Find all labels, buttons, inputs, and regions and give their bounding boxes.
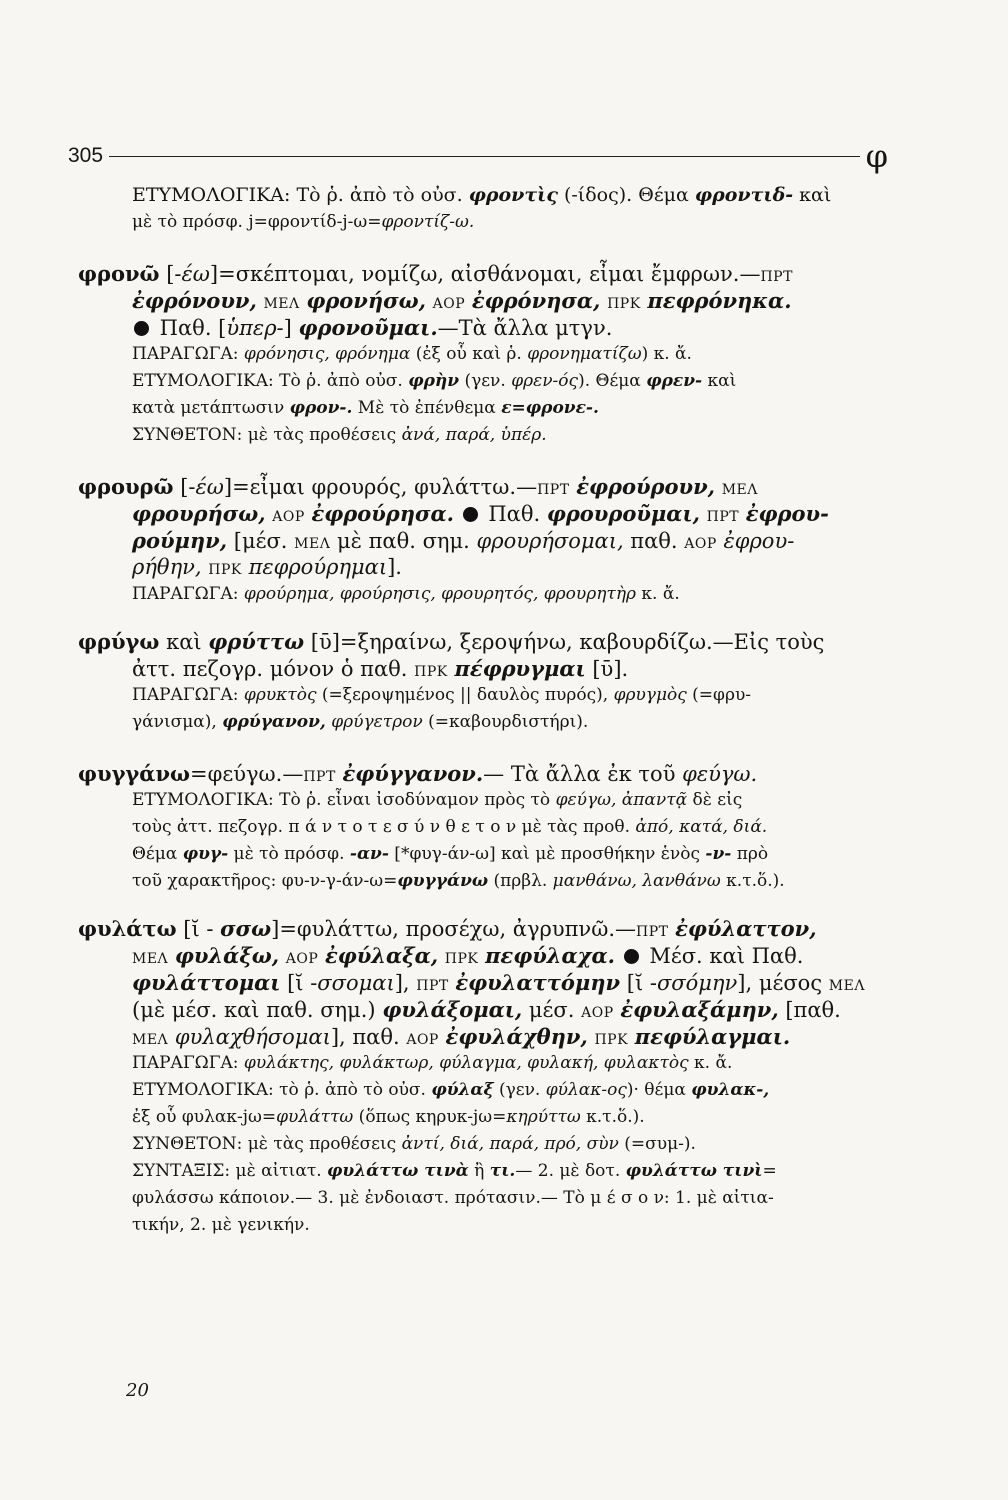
entry-text: πεφρόνηκα. [647, 288, 792, 313]
entry-line [78, 314, 878, 341]
entry-text: φυλάξω, [174, 943, 280, 968]
entry-text: (-ίδος). Θέμα [557, 184, 695, 206]
entry-text: (ὅπως κηρυκ-jω= [353, 1107, 507, 1127]
grammar-abbrev: ΠΡΤ [760, 269, 793, 285]
entry-text: Μὲ τὸ ἐπένθεμα [352, 398, 502, 418]
entry-line [78, 868, 878, 895]
entry-text: ἢ [468, 1161, 490, 1181]
grammar-abbrev: ΠΡΤ [303, 769, 336, 785]
entry-text: ἐφρούρησα. [311, 501, 454, 526]
entry-text: φροντιδ- [694, 184, 794, 206]
entry-line [78, 368, 878, 395]
entry-text: [μέσ. [227, 529, 295, 553]
entry-text: (=καβουρδιστήρι). [422, 712, 589, 732]
entry-text: ἀντί, διά, παρά, πρό, σὺν [401, 1134, 619, 1154]
entry-spacer [78, 736, 878, 760]
entry-spacer [78, 608, 878, 628]
entry-text: Παθ. [ [153, 316, 227, 340]
entry-text: ΕΤΥΜΟΛΟΓΙΚΑ: τὸ ῥ. ἀπὸ τὸ οὐσ. [132, 1080, 432, 1100]
entry-text: πεφύλαχα. [485, 943, 615, 968]
entry-text: Θέμα [132, 844, 183, 864]
grammar-abbrev: ΠΡΚ [607, 296, 641, 312]
entry-text: (γεν. [459, 371, 512, 391]
entry-frouro [78, 473, 878, 608]
entry-text: μὲ παθ. σημ. [330, 529, 477, 553]
entry-text: =φεύγω.— [190, 762, 304, 786]
entry-spacer [78, 236, 878, 260]
entry-line [78, 628, 878, 655]
entry-text: τι. [489, 1161, 516, 1181]
entry-text: ΠΑΡΑΓΩΓΑ: [132, 344, 244, 364]
entry-text [279, 944, 286, 968]
entry-line [78, 1158, 878, 1185]
entry-text: ]. [387, 555, 402, 579]
entry-text: ἐξ οὗ φυλακ-jω= [132, 1107, 277, 1127]
entry-text: φύλακ-ος [545, 1080, 627, 1100]
entry-text: φρύγετρον [331, 712, 423, 732]
entry-text: καὶ [702, 371, 737, 391]
entry-line [78, 709, 878, 736]
entry-text: φρεν-ός [511, 371, 579, 391]
entry-text: [ῡ]. [585, 657, 629, 681]
entry-text: κατὰ μετάπτωσιν [132, 398, 290, 418]
entry-text: [- [173, 475, 196, 499]
entry-text: [ῡ]=ξηραίνω, ξεροψήνω, καβουρδίζω.—Εἰς τοὺς [304, 630, 825, 654]
entry-text: ἀττ. πεζογρ. μόνον ὁ παθ. [132, 657, 415, 681]
entry-text: -αν- [349, 844, 389, 864]
entry-line [78, 682, 878, 709]
entry-line [78, 1131, 878, 1158]
entry-text: φρουρήσω, [132, 501, 266, 526]
entry-text: καὶ [159, 630, 209, 654]
entry-frontis-etym [78, 182, 878, 236]
entry-text: φροντὶς [468, 184, 558, 206]
entry-text: [ῐ - [280, 971, 318, 995]
entry-text [739, 502, 746, 526]
entry-text: ρήθην, [132, 555, 202, 579]
grammar-abbrev: ΠΡΚ [444, 951, 479, 967]
entry-text: ]=φυλάττω, προσέχω, ἀγρυπνῶ.— [271, 917, 636, 941]
entry-text: φυλάττω τινὰ [327, 1161, 469, 1181]
entry-text: φρουροῦμαι, [546, 501, 700, 526]
entry-text: φρύττω [208, 629, 305, 654]
entry-line [78, 787, 878, 814]
entry-line [78, 422, 878, 449]
entry-text: φυλάκτης, φυλάκτωρ, φύλαγμα, φυλακή, φυλακτὸς [243, 1053, 689, 1073]
entry-line [78, 1185, 878, 1212]
entry-text: ἐφρόνησα, [471, 288, 601, 313]
entry-line [78, 554, 878, 581]
entry-text: Παθ. [481, 502, 547, 526]
entry-text: ΣΥΝΘΕΤΟΝ: μὲ τὰς προθέσεις [132, 1134, 402, 1154]
entry-line [78, 182, 878, 209]
entry-text: ΕΤΥΜΟΛΟΓΙΚΑ: Τὸ ῥ. ἀπὸ τὸ οὐσ. [132, 184, 469, 206]
entry-line [78, 341, 878, 368]
entry-text: ρούμην, [132, 528, 228, 553]
entry-text: ], [394, 971, 417, 995]
entry-text: ] [283, 316, 299, 340]
entry-text: φρεν- [646, 371, 703, 391]
entry-text: ΣΥΝΤΑΞΙΣ: μὲ αἰτιατ. [132, 1161, 328, 1181]
grammar-abbrev: ΠΡΤ [706, 509, 740, 525]
entry-text: φρόνησις, φρόνημα [243, 344, 411, 364]
entry-line [78, 473, 878, 500]
entry-text: τοῦ χαρακτῆρος: φυ-ν-γ-άν-ω= [132, 871, 398, 891]
entry-text [465, 289, 472, 313]
entry-text: ἀπαντᾷ [621, 790, 688, 810]
entry-text: σσόμην [656, 971, 738, 995]
entry-line [78, 527, 878, 554]
entry-text [168, 1025, 175, 1049]
signature-mark: 20 [126, 1380, 149, 1401]
entry-text: τοὺς ἀττ. πεζογρ. π ά ν τ ο τ ε σ ύ ν θ ε τ ο ν μὲ τὰς προθ. [132, 817, 636, 837]
entry-text: πρὸ [731, 844, 769, 864]
entry-text: —Τὰ ἄλλα μτγν. [437, 316, 613, 340]
entry-text: φυλάττω τινὶ [625, 1161, 763, 1181]
entry-text: πέφρυγμαι [454, 656, 586, 681]
entry-text: [- [159, 262, 182, 286]
entry-fylato [78, 915, 878, 1239]
grammar-abbrev: ΜΕΛ [263, 296, 300, 312]
entry-text: φεύγω, [555, 790, 617, 810]
entry-line [78, 395, 878, 422]
entry-text: έω [195, 475, 224, 499]
entry-text: τικήν, 2. μὲ γενικήν. [132, 1215, 310, 1235]
entry-text [628, 1025, 635, 1049]
entry-text: φυλάττομαι [132, 970, 281, 995]
entry-text: (=φρυ- [686, 685, 752, 705]
grammar-abbrev: ΠΡΤ [537, 482, 570, 498]
entry-text [615, 944, 622, 968]
entry-text: [*φυγ-άν-ω] καὶ μὲ προσθήκην ἑνὸς [388, 844, 706, 864]
grammar-abbrev: ΜΕΛ [828, 978, 865, 994]
grammar-abbrev: ΜΕΛ [132, 1032, 169, 1048]
entry-text: ΕΤΥΜΟΛΟΓΙΚΑ: Τὸ ῥ. ἀπὸ οὐσ. [132, 371, 409, 391]
entry-text: ἐφυλαξάμην, [620, 997, 779, 1022]
entry-text: — Τὰ ἄλλα ἐκ τοῦ [483, 762, 683, 786]
entry-text: ἀπό, κατά, διά. [635, 817, 768, 837]
entry-text: ΠΑΡΑΓΩΓΑ: [132, 1053, 244, 1073]
entry-frono [78, 260, 878, 449]
entry-line [78, 915, 878, 942]
entry-text: ]=εἶμαι φρουρός, φυλάττω.— [223, 475, 538, 499]
entry-text: (πρβλ. [488, 871, 553, 891]
entry-text: σσω [220, 916, 272, 941]
entry-line [78, 1077, 878, 1104]
bullet-icon [463, 507, 478, 522]
grammar-abbrev: ΑΟΡ [684, 536, 717, 552]
entry-text: ἐφρόνουν, [132, 288, 257, 313]
entry-text: πεφρούρημαι [248, 555, 388, 579]
entry-text: ], παθ. [330, 1025, 407, 1049]
entry-text: φροντίζ-ω. [381, 212, 475, 232]
entry-text [318, 944, 325, 968]
entry-text: ΠΑΡΑΓΩΓΑ: [132, 685, 244, 705]
entry-text: κ. ἄ. [688, 1053, 733, 1073]
entry-text [715, 475, 722, 499]
grammar-abbrev: ΠΡΚ [414, 664, 448, 680]
entry-text [454, 502, 461, 526]
grammar-abbrev: ΜΕΛ [721, 482, 758, 498]
entry-text: φρυκτὸς [243, 685, 317, 705]
entry-text: ἐφρούρουν, [576, 474, 715, 499]
grammar-abbrev: ΑΟΡ [432, 296, 466, 312]
entry-text: [παθ. [778, 998, 841, 1022]
entry-text [168, 944, 175, 968]
entry-text [700, 502, 707, 526]
grammar-abbrev: ΑΟΡ [581, 1005, 614, 1021]
entry-text: φρονηματίζω [527, 344, 642, 364]
entry-text: (μὲ μέσ. καὶ παθ. σημ.) [132, 998, 383, 1022]
entry-text: ΠΑΡΑΓΩΓΑ: [132, 584, 244, 604]
entry-text: πεφύλαγμαι. [634, 1024, 791, 1049]
entry-text: μὲ τὸ πρόσφ. [228, 844, 350, 864]
entry-line [78, 287, 878, 314]
entry-text: ἐφρου- [745, 501, 829, 526]
entry-text: φύλαξ [431, 1080, 494, 1100]
entry-text: )· θέμα [626, 1080, 692, 1100]
entry-line [78, 655, 878, 682]
grammar-abbrev: ΑΟΡ [406, 1032, 439, 1048]
entry-text: κ. ἄ. [636, 584, 680, 604]
grammar-abbrev: ΑΟΡ [272, 509, 305, 525]
entry-text: σσομαι [317, 971, 395, 995]
entry-line [78, 1212, 878, 1239]
grammar-abbrev: ΠΡΚ [594, 1032, 629, 1048]
entry-text: ) κ. ἄ. [641, 344, 692, 364]
entry-text: [ῐ - [620, 971, 657, 995]
entry-text: μὲ τὸ πρόσφ. j=φροντίδ-j-ω= [132, 212, 382, 232]
entry-text: φυλάττω [276, 1107, 354, 1127]
entries-column [78, 182, 878, 1239]
entry-text: ΣΥΝΘΕΤΟΝ: μὲ τὰς προθέσεις [132, 425, 402, 445]
header-rule [109, 156, 860, 157]
bullet-icon [134, 321, 149, 336]
grammar-abbrev: ΑΟΡ [285, 951, 319, 967]
entry-line [78, 814, 878, 841]
headword: φυλάτω [78, 916, 177, 941]
entry-text: ]=σκέπτομαι, νομίζω, αἰσθάνομαι, εἶμαι ἔμφρων.— [209, 262, 761, 286]
entry-line [78, 209, 878, 236]
entry-line [78, 942, 878, 969]
entry-text: [ῐ - [176, 917, 221, 941]
entry-text: (ἐξ οὗ καὶ ῥ. [410, 344, 528, 364]
entry-text: μανθάνω, λανθάνω [552, 871, 721, 891]
entry-line [78, 841, 878, 868]
entry-text: φεύγω. [682, 762, 758, 786]
entry-text: φυλαχθήσομαι [174, 1025, 331, 1049]
entry-text: ἐφυλάχθην, [445, 1024, 588, 1049]
page-number: 305 [68, 144, 104, 167]
entry-text: φρον-. [289, 398, 353, 418]
bullet-icon [624, 949, 639, 964]
entry-text: δὲ εἰς [687, 790, 743, 810]
entry-line [78, 1104, 878, 1131]
entry-text: φυλάξομαι, [382, 997, 523, 1022]
entry-line [78, 996, 878, 1023]
grammar-abbrev: ΠΡΤ [416, 978, 449, 994]
entry-text: — 2. μὲ δοτ. [515, 1161, 626, 1181]
entry-text: ). Θέμα [578, 371, 647, 391]
entry-text: ὑπερ- [226, 316, 284, 340]
entry-text: κ.τ.ὅ.). [720, 871, 785, 891]
entry-text: κ.τ.ὅ.). [580, 1107, 645, 1127]
headword: φρουρῶ [78, 474, 174, 499]
entry-text: = [762, 1161, 777, 1181]
entry-text: ἀνά, παρά, ὑπέρ. [401, 425, 547, 445]
entry-spacer [78, 895, 878, 915]
running-header [68, 136, 888, 176]
entry-text: ], μέσος [737, 971, 829, 995]
entry-text: παθ. [623, 529, 685, 553]
grammar-abbrev: ΜΕΛ [294, 536, 331, 552]
entry-text [242, 555, 249, 579]
grammar-abbrev: ΜΕΛ [132, 951, 169, 967]
grammar-abbrev: ΠΡΚ [208, 562, 242, 578]
entry-line [78, 1050, 878, 1077]
entry-text: φρουρήσομαι, [476, 529, 624, 553]
entry-line [78, 969, 878, 996]
entry-text: φρύγανον, [222, 712, 326, 732]
entry-text: φρονήσω, [306, 288, 426, 313]
entry-text: μέσ. [522, 998, 582, 1022]
entry-text: κηρύττω [506, 1107, 581, 1127]
entry-text: (γεν. [493, 1080, 546, 1100]
entry-text: φυγ- [182, 844, 229, 864]
entry-text: (=ξεροψημένος || δαυλὸς πυρός), [316, 685, 614, 705]
headword: φρύγω [78, 629, 160, 654]
grammar-abbrev: ΠΡΤ [636, 924, 669, 940]
entry-text: φυγγάνω [397, 871, 489, 891]
entry-text: γάνισμα), [132, 712, 223, 732]
headword: φρονῶ [78, 261, 160, 286]
entry-text [426, 289, 433, 313]
entry-line [78, 260, 878, 287]
entry-text: ε=φρονε-. [501, 398, 599, 418]
entry-line [78, 1023, 878, 1050]
entry-text [439, 1025, 446, 1049]
entry-line [78, 500, 878, 527]
entry-text [438, 944, 445, 968]
entry-text: φυλακ-, [691, 1080, 770, 1100]
entry-text: έω [181, 262, 210, 286]
entry-text: ἐφρου- [723, 529, 795, 553]
entry-text: (=συμ-). [618, 1134, 696, 1154]
entry-frygo [78, 628, 878, 736]
section-letter: φ [865, 137, 888, 175]
entry-line [78, 581, 878, 608]
entry-text: καὶ [793, 184, 832, 206]
entry-text: φρυγμὸς [613, 685, 687, 705]
entry-text: ἐφύλαττον, [675, 916, 817, 941]
headword: φυγγάνω [78, 761, 191, 786]
entry-text: ἐφύγγανον. [342, 761, 484, 786]
entry-text: φρονοῦμαι. [298, 315, 438, 340]
entry-text: ἐφύλαξα, [324, 943, 439, 968]
entry-text: φρούρημα, φρούρησις, φρουρητός, φρουρητὴρ [243, 584, 636, 604]
entry-text: Μέσ. καὶ Παθ. [642, 944, 804, 968]
entry-text: ΕΤΥΜΟΛΟΓΙΚΑ: Τὸ ῥ. εἶναι ἰσοδύναμον πρὸς τὸ [132, 790, 556, 810]
entry-spacer [78, 449, 878, 473]
entry-text: ἐφυλαττόμην [455, 970, 621, 995]
entry-fyggano [78, 760, 878, 895]
entry-text: φρὴν [408, 371, 460, 391]
entry-text: φυλάσσω κάποιον.— 3. μὲ ἐνδοιαστ. πρότασιν.— Τὸ μ έ σ ο ν: 1. μὲ αἰτια- [132, 1188, 774, 1208]
entry-text: -ν- [705, 844, 732, 864]
entry-line [78, 760, 878, 787]
